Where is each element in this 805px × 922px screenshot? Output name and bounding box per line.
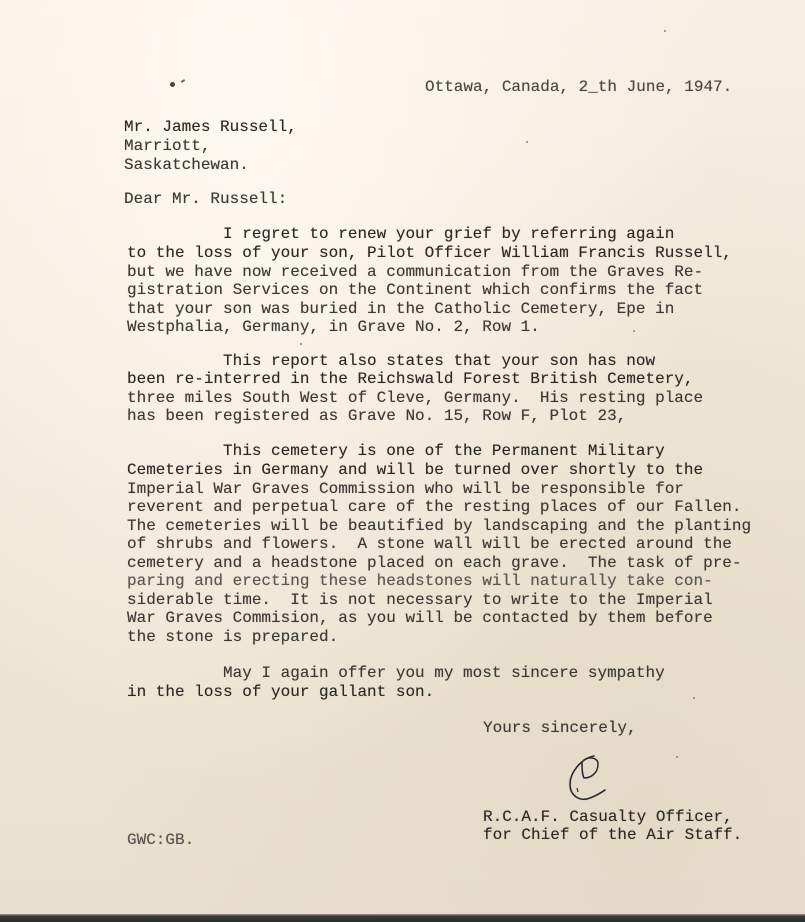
paragraph-2-line: has been registered as Grave No. 15, Row F, Plot 23, [127,407,627,425]
paper-speck [693,697,695,699]
paragraph-2-line: This report also states that your son has now [127,352,656,370]
ink-dot [170,82,175,87]
paragraph-3-line: the stone is prepared. [127,628,339,646]
paragraph-4-line: May I again offer you my most sincere sympathy [127,664,665,682]
paper-speck [633,330,635,332]
paper-speck [676,756,678,758]
recipient-city: Marriott, [124,137,211,155]
paragraph-3-line: Cemeteries in Germany and will be turned over shortly to the [127,461,704,479]
paragraph-1-line: Westphalia, Germany, in Grave No. 2, Row 1. [127,318,540,336]
paragraph-3-line: of shrubs and flowers. A stone wall will be erected around the [127,535,732,553]
paragraph-3-line: Imperial War Graves Commission who will be responsible for [127,480,684,498]
recipient-name: Mr. James Russell, [124,118,297,136]
paragraph-3-line: paring and erecting these headstones will naturally take con- [127,572,713,590]
paragraph-3-line: cemetery and a headstone placed on each grave. The task of pre- [127,554,742,572]
signatory-title: R.C.A.F. Casualty Officer, [483,808,733,826]
paragraph-3-line: War Graves Commision, as you will be contacted by them before [127,609,713,627]
paragraph-1-line: that your son was buried in the Catholic Cemetery, Epe in [127,300,675,318]
paragraph-2-line: three miles South West of Cleve, Germany. His resting place [127,389,704,407]
paragraph-3-line: siderable time. It is not necessary to write to the Imperial [127,591,713,609]
paragraph-2-line: been re-interred in the Reichswald Forest British Cemetery, [127,370,694,388]
paragraph-4-line: in the loss of your gallant son. [127,683,435,701]
dateline: Ottawa, Canada, 2_th June, 1947. [425,78,733,96]
paragraph-1-line: to the loss of your son, Pilot Officer William Francis Russell, [127,244,732,262]
paragraph-3-line: The cemeteries will be beautified by landscaping and the planting [127,517,752,535]
paragraph-1-line: I regret to renew your grief by referring again [127,225,675,243]
paper-speck [664,30,666,32]
paragraph-1-line: gistration Services on the Continent which confirms the fact [127,281,704,299]
reference-initials: GWC:GB. [127,831,195,849]
paragraph-3-line: This cemetery is one of the Permanent Military [127,442,665,460]
signatory-for: for Chief of the Air Staff. [483,826,743,844]
recipient-province: Saskatchewan. [124,156,249,174]
paragraph-3-line: reverent and perpetual care of the resting places of our Fallen. [127,498,742,516]
paper-speck [300,343,302,345]
closing: Yours sincerely, [483,719,637,737]
salutation: Dear Mr. Russell: [124,190,288,208]
paragraph-1-line: but we have now received a communication from the Graves Re- [127,263,704,281]
paper-speck [526,141,528,143]
signature-mark [560,748,620,808]
ink-tick [181,79,185,83]
scan-bottom-edge [0,914,805,922]
